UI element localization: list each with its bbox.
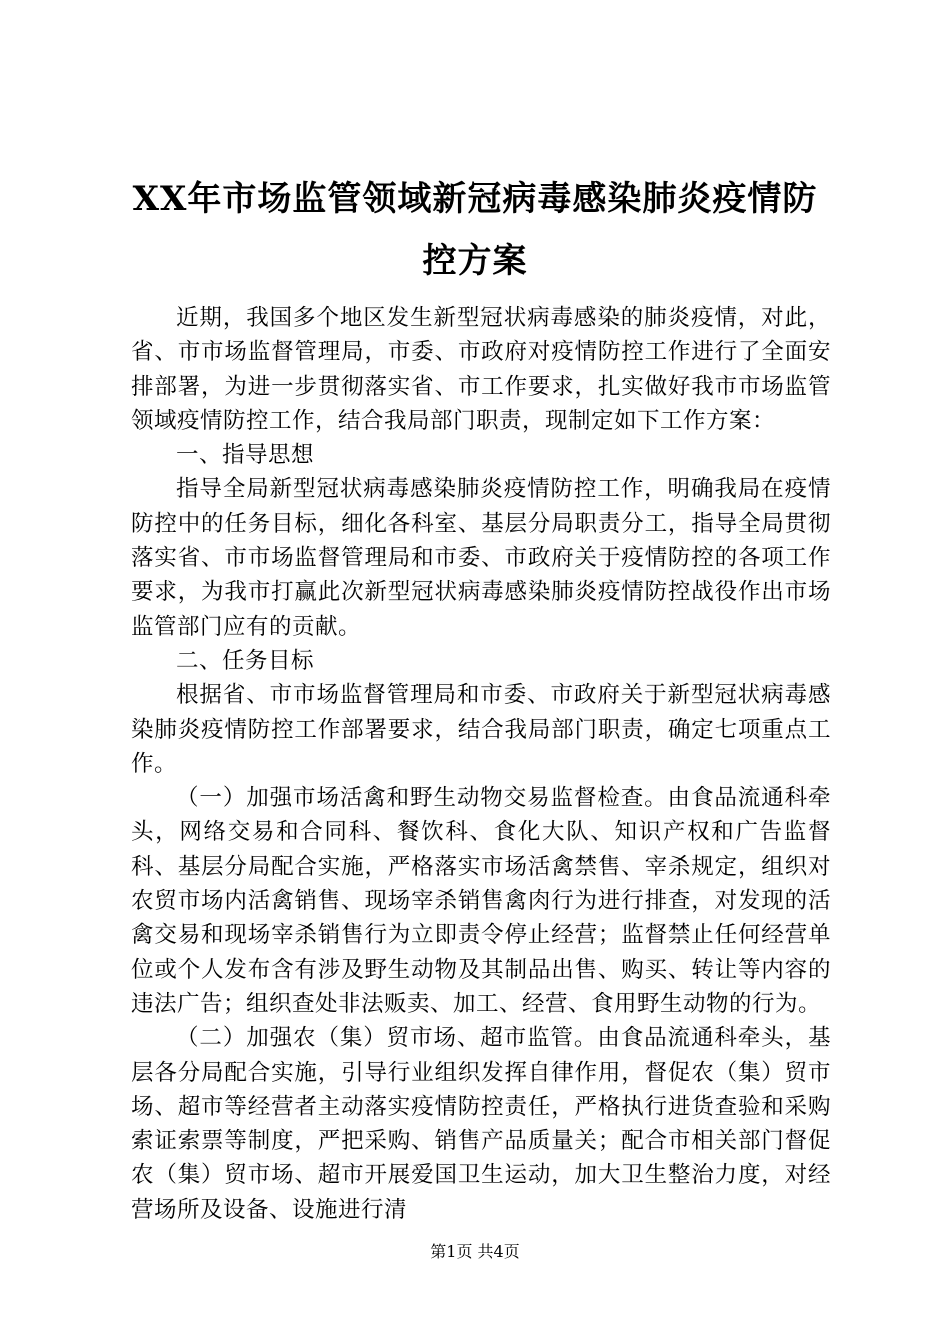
section-heading-guiding-idea: 一、指导思想	[176, 442, 315, 469]
document-title	[100, 168, 850, 292]
paragraph-item-2: （二）加强农（集）贸市场、超市监管。由食品流通科牵头，基层各分局配合实施，引导行业组织发挥自律作用，督促农（集）贸市场、超市等经营者主动落实疫情防控责任，严格执行进货查验和采购索证索票等制度，严把采购、销售产品质量关；配合市相关部门督促农（集）贸市场、超市开展爱国卫生运动，加大卫生整治力度，对经营场所及设备、设施进行清	[131, 1025, 831, 1223]
paragraph-intro: 近期，我国多个地区发生新型冠状病毒感染的肺炎疫情，对此，省、市市场监督管理局，市委、市政府对疫情防控工作进行了全面安排部署，为进一步贯彻落实省、市工作要求，扎实做好我市市场监管领域疫情防控工作，结合我局部门职责，现制定如下工作方案：	[131, 305, 831, 434]
title-line-2: 控方案	[422, 241, 528, 281]
paragraph-item-1: （一）加强市场活禽和野生动物交易监督检查。由食品流通科牵头，网络交易和合同科、餐饮科、食化大队、知识产权和广告监督科、基层分局配合实施，严格落实市场活禽禁售、宰杀规定，组织对农贸市场内活禽销售、现场宰杀销售禽肉行为进行排查，对发现的活禽交易和现场宰杀销售行为立即责令停止经营；监督禁止任何经营单位或个人发布含有涉及野生动物及其制品出售、购买、转让等内容的违法广告；组织查处非法贩卖、加工、经营、食用野生动物的行为。	[131, 785, 831, 1017]
page-footer: 第1页 共4页	[430, 1242, 520, 1261]
paragraph-guiding-idea: 指导全局新型冠状病毒感染肺炎疫情防控工作，明确我局在疫情防控中的任务目标，细化各科室、基层分局职责分工，指导全局贯彻落实省、市市场监督管理局和市委、市政府关于疫情防控的各项工作要求，为我市打赢此次新型冠状病毒感染肺炎疫情防控战役作出市场监管部门应有的贡献。	[131, 476, 831, 640]
title-line-1: XX年市场监管领域新冠病毒感染肺炎疫情防	[132, 179, 818, 219]
document-body	[131, 301, 831, 1227]
section-heading-task-goals: 二、任务目标	[176, 647, 315, 674]
paragraph-task-goals: 根据省、市市场监督管理局和市委、市政府关于新型冠状病毒感染肺炎疫情防控工作部署要求，结合我局部门职责，确定七项重点工作。	[131, 682, 831, 777]
